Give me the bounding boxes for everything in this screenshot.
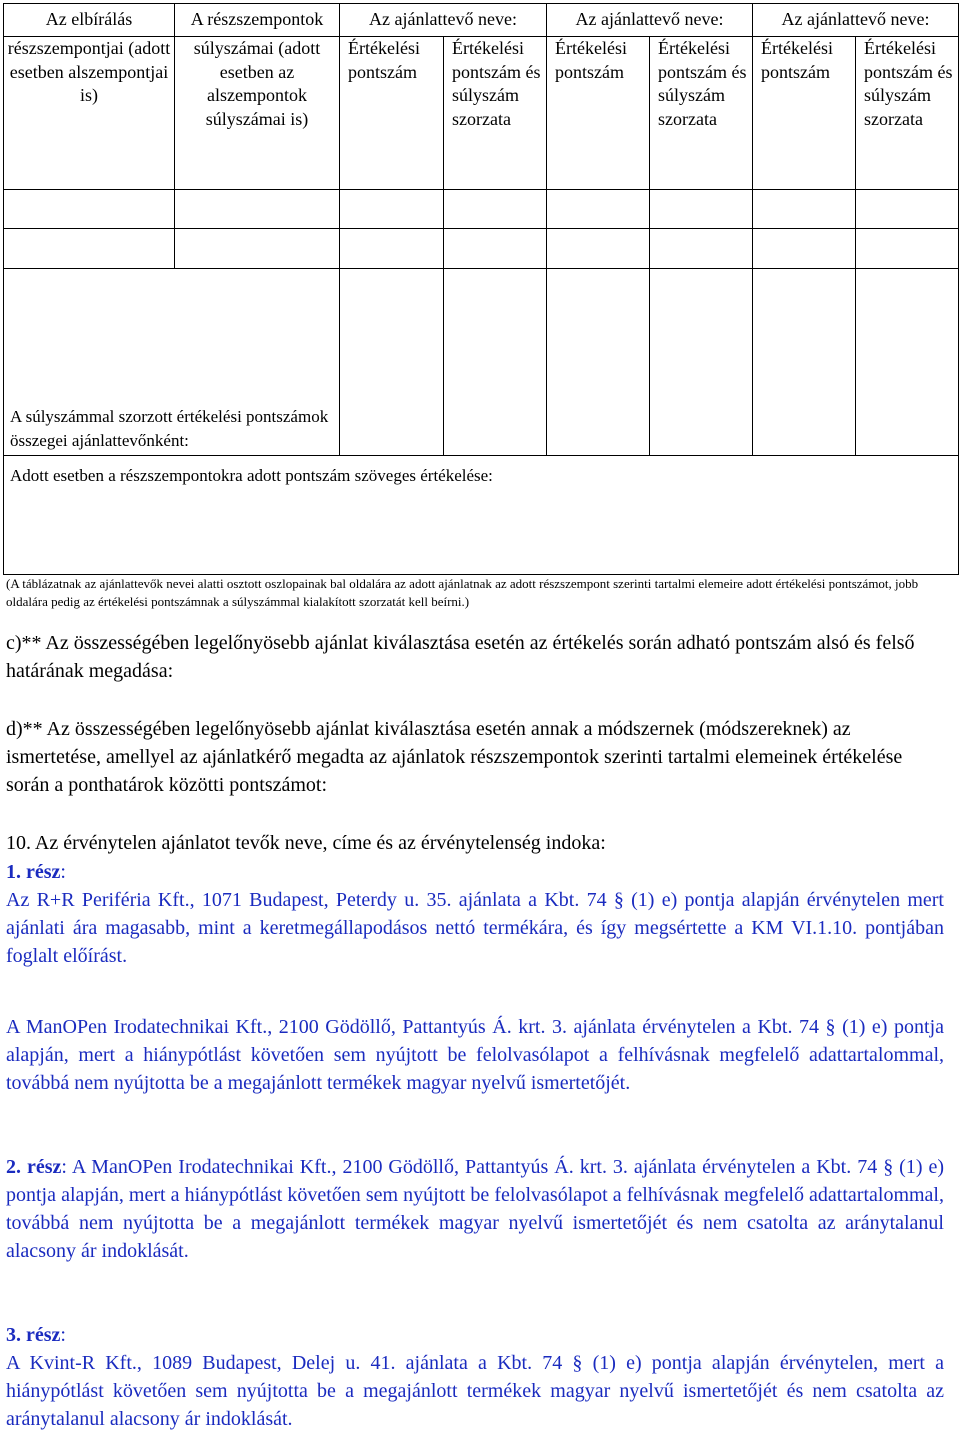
part-1-number: 1. xyxy=(6,861,26,883)
part-2-number: 2. xyxy=(6,1156,27,1178)
part-3-heading: 3. rész: xyxy=(6,1324,66,1346)
paragraph-text: , 2100 Gödöllő, Pattantyús Á. krt. 3. ajánlata érvénytelen a Kbt. 74 § (1) e) pontja alapján, mert a hiánypótlást követően sem nyújtott be felolvasólapot a felhívásnak megfelelő adattartalommal, továbbá nem nyújtotta be a megajánlott termékek magyar nyelvű ismertetőjét. xyxy=(6,1016,944,1094)
sum-row xyxy=(4,269,959,456)
header-bidder-1: Az ajánlattevő neve: xyxy=(340,4,547,37)
section-c: c)** Az összességében legelőnyösebb ajánlat kiválasztása esetén az értékelés során adható pontszám alsó és felső határának megadása: xyxy=(6,632,915,682)
header-criteria-description: részszempontjai (adott esetben alszempontjai is) xyxy=(4,37,175,190)
header-weighted-2: Értékelési pontszám és súlyszám szorzata xyxy=(650,37,753,190)
part-3-paragraph xyxy=(6,1349,944,1433)
header-evaluation-criteria: Az elbírálás xyxy=(4,4,175,37)
table-row xyxy=(4,229,959,269)
header-weights-description: súlyszámai (adott esetben az alszempontok súlyszámai is) xyxy=(175,37,340,190)
header-weighted-1: Értékelési pontszám és súlyszám szorzata xyxy=(444,37,547,190)
header-weighted-3: Értékelési pontszám és súlyszám szorzata xyxy=(856,37,959,190)
part-3-word: rész xyxy=(26,1324,61,1346)
paragraph-text: , 1071 Budapest, Peterdy u. 35. ajánlata a Kbt. 74 § (1) e) pontja alapján érvénytelen mert ajánlati ára magasabb, mint a keretmegállapodásos nettó termékára, és így megsértette a KM VI.1.10. pontjában foglalt előírást. xyxy=(6,889,944,967)
company-name: A ManOPen Irodatechnikai Kft. xyxy=(6,1016,268,1038)
header-bidder-2: Az ajánlattevő neve: xyxy=(547,4,753,37)
part-1-paragraph-1 xyxy=(6,886,944,970)
part-3-number: 3. xyxy=(6,1324,26,1346)
header-score-3: Értékelési pontszám xyxy=(753,37,856,190)
table-note: (A táblázatnak az ajánlattevők nevei alatti osztott oszlopainak bal oldalára az adott ajánlatnak az adott részszempont szerinti tartalmi elemeire adott értékelési pontszámot, jobb oldalára pedig az értékelési pontszámnak a súlyszámmal kialakított szorzatát kell beírni.) xyxy=(6,576,919,609)
part-1-heading: 1. rész: xyxy=(6,861,66,883)
text-evaluation-label: Adott esetben a részszempontokra adott pontszám szöveges értékelése: xyxy=(4,456,959,575)
table-row xyxy=(4,190,959,229)
company-name: A Kvint-R Kft. xyxy=(6,1352,137,1374)
company-name: Az R+R Periféria Kft. xyxy=(6,889,190,911)
sum-label: A súlyszámmal szorzott értékelési pontszámok összegei ajánlattevőnként: xyxy=(4,269,340,456)
header-subcriteria: A részszempontok xyxy=(175,4,340,37)
company-name: A ManOPen Irodatechnikai Kft. xyxy=(71,1156,332,1178)
paragraph-text: , 2100 Gödöllő, Pattantyús Á. krt. 3. ajánlata érvénytelen a Kbt. 74 § (1) e) pontja alapján, mert a hiánypótlást követően sem nyújtott be felolvasólapot a felhívásnak megfelelő adattartalommal, továbbá nem nyújtotta be a megajánlott termékek magyar nyelvű ismertetőjét és nem csatolta az aránytalanul alacsony ár indoklását. xyxy=(6,1156,945,1262)
section-d: d)** Az összességében legelőnyösebb ajánlat kiválasztása esetén annak a módszernek (módszereknek) az ismertetése, amellyel az ajánlatkérő megadta az ajánlatok részszempontok szerinti tartalmi elemeinek értékelése során a ponthatárok közötti pontszámot: xyxy=(6,718,903,796)
section-10-heading: 10. Az érvénytelen ajánlatot tevők neve, címe és az érvénytelenség indoka: xyxy=(6,832,606,854)
header-score-1: Értékelési pontszám xyxy=(340,37,444,190)
part-2-word: rész xyxy=(27,1156,62,1178)
part-1-word: rész xyxy=(26,861,61,883)
evaluation-table xyxy=(3,3,959,575)
part-1-paragraph-2 xyxy=(6,1013,944,1097)
part-2-paragraph: 2. rész: A ManOPen Irodatechnikai Kft., 2100 Gödöllő, Pattantyús Á. krt. 3. ajánlata érvénytelen a Kbt. 74 § (1) e) pontja alapján, mert a hiánypótlást követően sem nyújtott be felolvasólapot a felhívásnak megfelelő adattartalommal, továbbá nem nyújtotta be a megajánlott termékek magyar nyelvű ismertetőjét és nem csatolta az aránytalanul alacsony ár indoklását. xyxy=(6,1156,945,1262)
paragraph-text: , 1089 Budapest, Delej u. 41. ajánlata a Kbt. 74 § (1) e) pontja alapján érvénytelen, mert a hiánypótlást követően sem nyújtotta be a megajánlott termékek magyar nyelvű ismertetőjét és nem csatolta az aránytalanul alacsony ár indoklását. xyxy=(6,1352,944,1430)
header-bidder-3: Az ajánlattevő neve: xyxy=(753,4,959,37)
text-eval-row xyxy=(4,456,959,575)
header-score-2: Értékelési pontszám xyxy=(547,37,650,190)
